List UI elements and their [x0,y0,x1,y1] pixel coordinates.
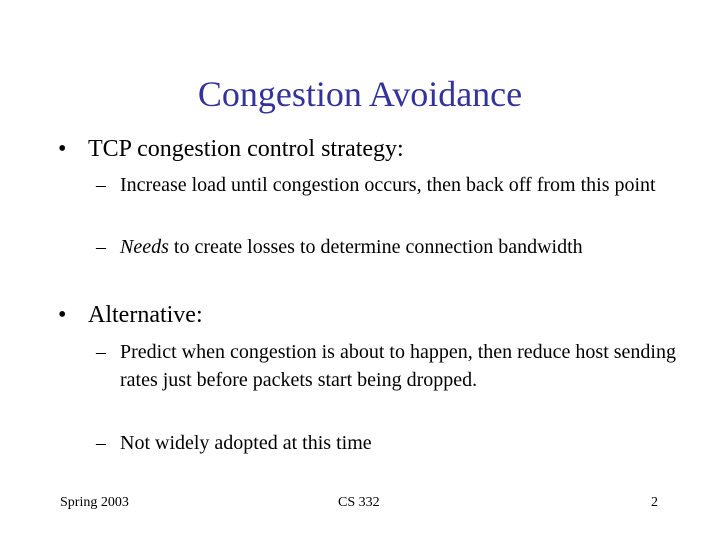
emphasis-text: Needs [120,236,169,258]
dash-marker: – [96,341,106,363]
sub-bullet-text: Predict when congestion is about to happen, then reduce host sending rates just before packets start being dropped. [120,341,676,391]
footer-page-number: 2 [651,495,658,510]
sub-bullet-item [96,429,676,457]
bullet-item [58,134,404,164]
slide-title: Congestion Avoidance [197,74,523,114]
dash-marker: – [96,174,106,196]
footer-course: CS 332 [338,495,380,510]
sub-bullet-text: Increase load until congestion occurs, then back off from this point [120,174,656,196]
sub-bullet-text [96,233,676,261]
sub-bullet-item [96,338,676,394]
bullet-text: TCP congestion control strategy: [88,136,404,162]
sub-bullet-item [96,171,676,199]
bullet-item [58,300,203,330]
dash-marker: – [96,236,106,258]
sub-bullet-rest-text: to create losses to determine connection bandwidth [168,236,583,258]
dash-marker: – [96,432,106,454]
footer-date: Spring 2003 [60,495,129,510]
sub-bullet-item [96,233,676,261]
bullet-marker: • [58,136,67,162]
bullet-marker: • [58,302,67,328]
sub-bullet-text: Not widely adopted at this time [120,432,372,454]
bullet-text: Alternative: [88,302,203,328]
